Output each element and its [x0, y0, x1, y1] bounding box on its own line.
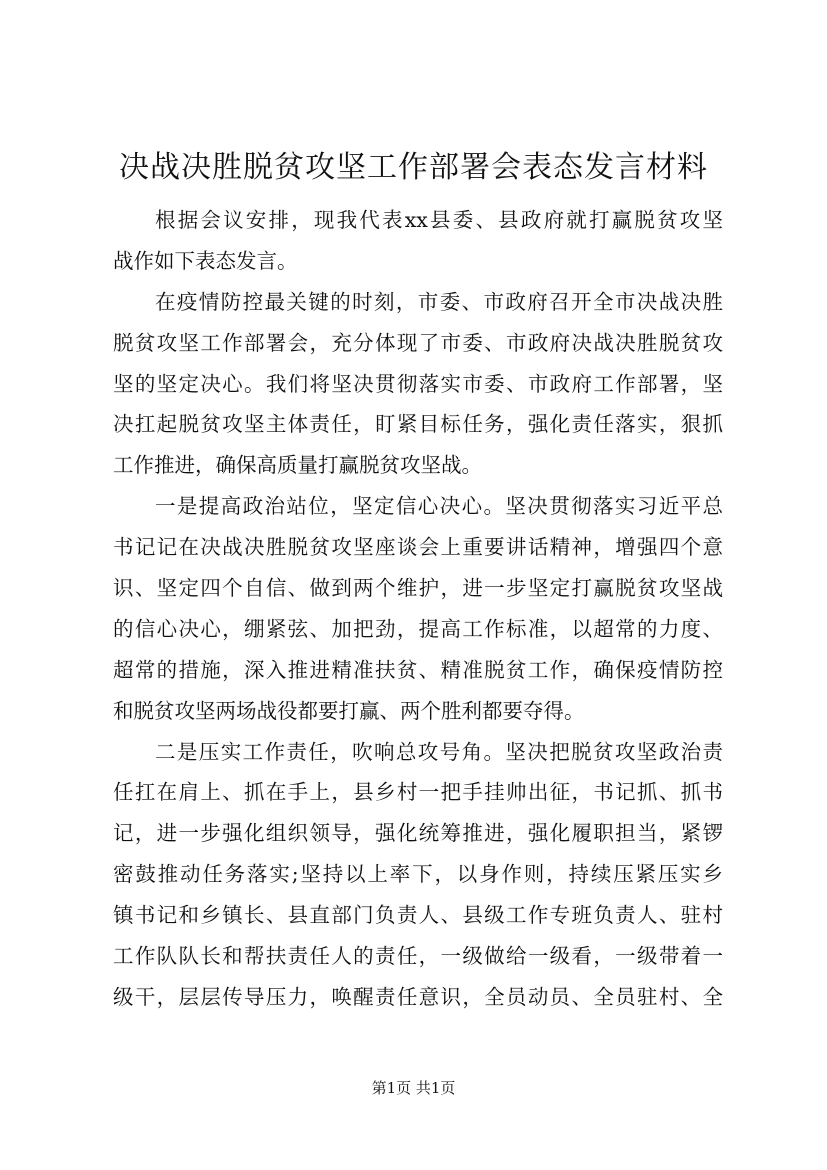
body-line: 工作推进，确保高质量打赢脱贫攻坚战。	[113, 453, 482, 478]
body-line: 决扛起脱贫攻坚主体责任，盯紧目标任务，强化责任落实，狠抓	[113, 412, 723, 437]
body-line: 镇书记和乡镇长、县直部门负责人、县级工作专班负责人、驻村	[113, 903, 723, 928]
document-title: 决战决胜脱贫攻坚工作部署会表态发言材料	[119, 150, 708, 185]
body-line: 在疫情防控最关键的时刻，市委、市政府召开全市决战决胜	[155, 289, 723, 314]
body-line: 二是压实工作责任，吹响总攻号角。坚决把脱贫攻坚政治责	[155, 739, 723, 764]
body-line: 根据会议安排，现我代表xx县委、县政府就打赢脱贫攻坚	[155, 208, 723, 232]
body-line: 脱贫攻坚工作部署会，充分体现了市委、市政府决战决胜脱贫攻	[113, 330, 723, 355]
document-body	[113, 200, 723, 1018]
body-line: 识、坚定四个自信、做到两个维护，进一步坚定打赢脱贫攻坚战	[113, 576, 723, 601]
body-line: 的信心决心，绷紧弦、加把劲，提高工作标准，以超常的力度、	[113, 616, 723, 641]
page-number: 第1页 共1页	[371, 1079, 456, 1097]
body-line: 级干，层层传导压力，唤醒责任意识，全员动员、全员驻村、全	[113, 984, 723, 1009]
body-line: 超常的措施，深入推进精准扶贫、精准脱贫工作，确保疫情防控	[113, 657, 723, 682]
body-line: 任扛在肩上、抓在手上，县乡村一把手挂帅出征，书记抓、抓书	[113, 780, 723, 805]
body-line: 工作队队长和帮扶责任人的责任，一级做给一级看，一级带着一	[113, 944, 723, 969]
body-line: 书记记在决战决胜脱贫攻坚座谈会上重要讲话精神，增强四个意	[113, 535, 723, 560]
body-line: 密鼓推动任务落实;坚持以上率下，以身作则，持续压紧压实乡	[113, 862, 723, 887]
body-line: 战作如下表态发言。	[113, 248, 298, 273]
body-line: 一是提高政治站位，坚定信心决心。坚决贯彻落实习近平总	[155, 494, 723, 519]
body-line: 记，进一步强化组织领导，强化统筹推进，强化履职担当，紧锣	[113, 821, 723, 846]
body-line: 坚的坚定决心。我们将坚决贯彻落实市委、市政府工作部署，坚	[113, 371, 723, 396]
body-line: 和脱贫攻坚两场战役都要打赢、两个胜利都要夺得。	[113, 698, 585, 723]
